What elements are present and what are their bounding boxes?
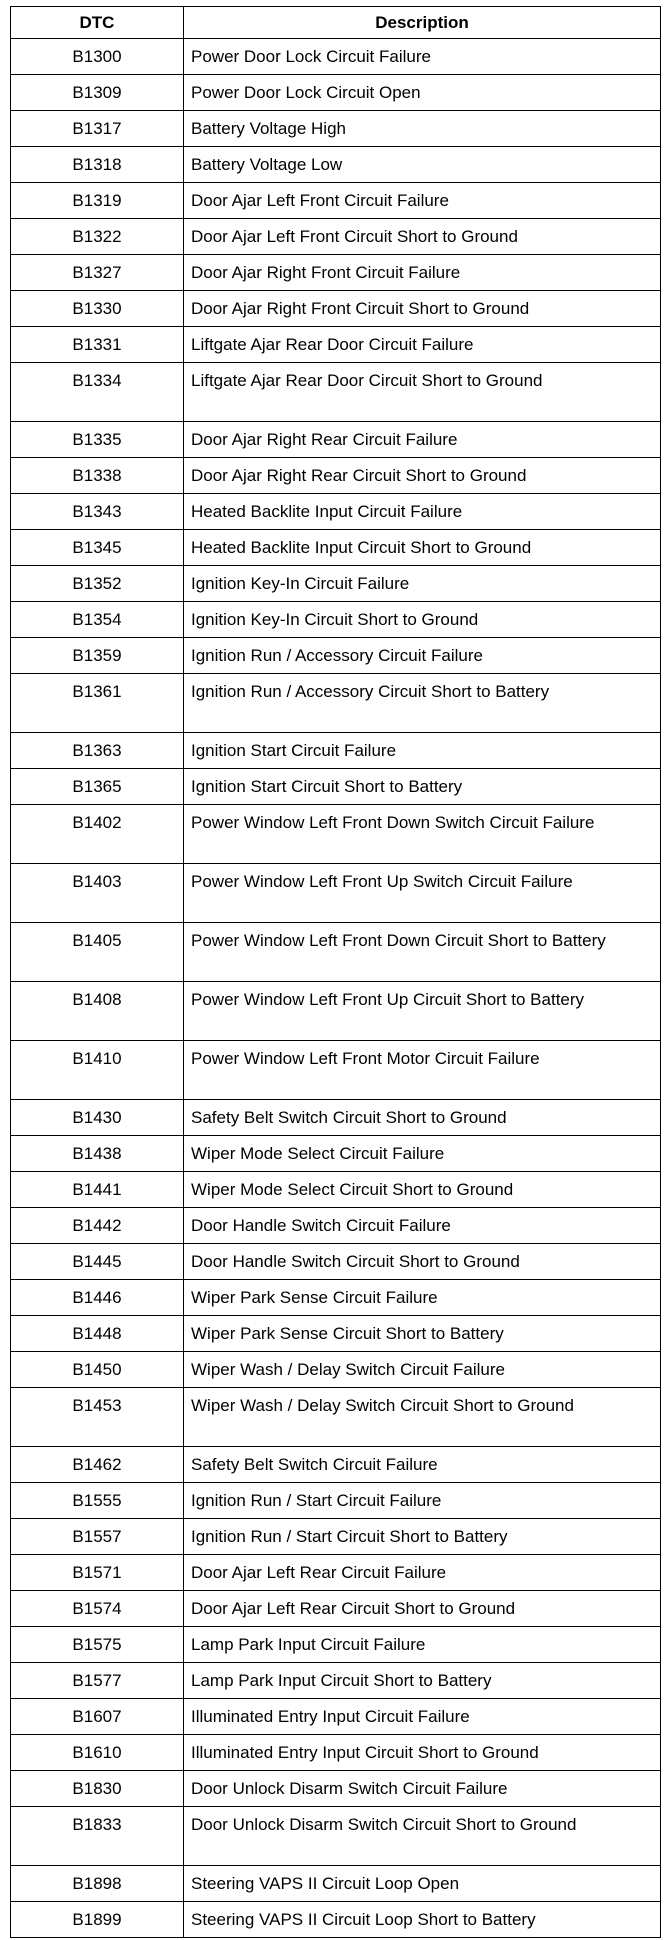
- dtc-description-cell: Door Handle Switch Circuit Short to Ground: [184, 1244, 661, 1280]
- dtc-code-cell: B1402: [11, 805, 184, 864]
- dtc-code-cell: B1363: [11, 733, 184, 769]
- dtc-description-cell: Ignition Run / Accessory Circuit Failure: [184, 638, 661, 674]
- dtc-description-cell: Ignition Start Circuit Failure: [184, 733, 661, 769]
- table-row: [11, 566, 661, 602]
- dtc-description-cell: Door Ajar Right Front Circuit Failure: [184, 255, 661, 291]
- dtc-description-cell: Door Unlock Disarm Switch Circuit Failure: [184, 1771, 661, 1807]
- dtc-code-cell: B1574: [11, 1591, 184, 1627]
- table-row: [11, 183, 661, 219]
- table-row: [11, 1172, 661, 1208]
- dtc-description-cell: Ignition Key-In Circuit Failure: [184, 566, 661, 602]
- dtc-code-cell: B1441: [11, 1172, 184, 1208]
- dtc-code-cell: B1450: [11, 1352, 184, 1388]
- dtc-description-cell: Illuminated Entry Input Circuit Short to Ground: [184, 1735, 661, 1771]
- table-row: [11, 1902, 661, 1938]
- table-row: [11, 363, 661, 422]
- dtc-description-cell: Power Door Lock Circuit Open: [184, 75, 661, 111]
- dtc-table: [10, 6, 661, 1938]
- dtc-description-cell: Power Window Left Front Down Circuit Short to Battery: [184, 923, 661, 982]
- dtc-code-cell: B1322: [11, 219, 184, 255]
- dtc-code-cell: B1442: [11, 1208, 184, 1244]
- table-row: [11, 255, 661, 291]
- table-row: [11, 327, 661, 363]
- dtc-description-cell: Wiper Mode Select Circuit Failure: [184, 1136, 661, 1172]
- dtc-code-cell: B1899: [11, 1902, 184, 1938]
- dtc-description-cell: Door Handle Switch Circuit Failure: [184, 1208, 661, 1244]
- dtc-description-cell: Wiper Wash / Delay Switch Circuit Short to Ground: [184, 1388, 661, 1447]
- dtc-code-cell: B1571: [11, 1555, 184, 1591]
- table-row: [11, 1771, 661, 1807]
- table-row: [11, 982, 661, 1041]
- dtc-description-cell: Power Window Left Front Motor Circuit Failure: [184, 1041, 661, 1100]
- dtc-code-cell: B1365: [11, 769, 184, 805]
- dtc-code-cell: B1898: [11, 1866, 184, 1902]
- table-row: [11, 39, 661, 75]
- table-header-row: [11, 7, 661, 39]
- dtc-code-cell: B1448: [11, 1316, 184, 1352]
- dtc-description-cell: Door Ajar Left Front Circuit Failure: [184, 183, 661, 219]
- dtc-code-cell: B1430: [11, 1100, 184, 1136]
- dtc-description-cell: Door Ajar Left Rear Circuit Short to Ground: [184, 1591, 661, 1627]
- table-row: [11, 1699, 661, 1735]
- table-row: [11, 1447, 661, 1483]
- table-row: [11, 75, 661, 111]
- dtc-code-cell: B1557: [11, 1519, 184, 1555]
- table-row: [11, 219, 661, 255]
- dtc-code-cell: B1361: [11, 674, 184, 733]
- table-row: [11, 1316, 661, 1352]
- table-row: [11, 1866, 661, 1902]
- table-row: [11, 1352, 661, 1388]
- table-row: [11, 147, 661, 183]
- dtc-description-cell: Steering VAPS II Circuit Loop Open: [184, 1866, 661, 1902]
- dtc-description-cell: Door Ajar Left Front Circuit Short to Ground: [184, 219, 661, 255]
- dtc-code-cell: B1359: [11, 638, 184, 674]
- dtc-column-header: DTC: [11, 7, 184, 39]
- dtc-code-cell: B1330: [11, 291, 184, 327]
- dtc-description-cell: Heated Backlite Input Circuit Short to Ground: [184, 530, 661, 566]
- dtc-description-cell: Safety Belt Switch Circuit Short to Ground: [184, 1100, 661, 1136]
- dtc-code-cell: B1352: [11, 566, 184, 602]
- table-row: [11, 530, 661, 566]
- table-row: [11, 422, 661, 458]
- dtc-code-cell: B1345: [11, 530, 184, 566]
- dtc-code-cell: B1462: [11, 1447, 184, 1483]
- dtc-description-cell: Lamp Park Input Circuit Short to Battery: [184, 1663, 661, 1699]
- table-row: [11, 638, 661, 674]
- dtc-code-cell: B1343: [11, 494, 184, 530]
- table-row: [11, 1280, 661, 1316]
- dtc-code-cell: B1833: [11, 1807, 184, 1866]
- description-column-header: Description: [184, 7, 661, 39]
- table-row: [11, 1041, 661, 1100]
- dtc-code-cell: B1403: [11, 864, 184, 923]
- dtc-description-cell: Power Door Lock Circuit Failure: [184, 39, 661, 75]
- table-row: [11, 769, 661, 805]
- dtc-description-cell: Power Window Left Front Up Circuit Short to Battery: [184, 982, 661, 1041]
- dtc-description-cell: Door Ajar Right Rear Circuit Short to Ground: [184, 458, 661, 494]
- dtc-description-cell: Wiper Park Sense Circuit Short to Battery: [184, 1316, 661, 1352]
- dtc-code-cell: B1453: [11, 1388, 184, 1447]
- table-row: [11, 1388, 661, 1447]
- table-row: [11, 864, 661, 923]
- table-row: [11, 494, 661, 530]
- dtc-description-cell: Ignition Run / Accessory Circuit Short to Battery: [184, 674, 661, 733]
- dtc-description-cell: Safety Belt Switch Circuit Failure: [184, 1447, 661, 1483]
- table-row: [11, 291, 661, 327]
- dtc-code-cell: B1607: [11, 1699, 184, 1735]
- dtc-description-cell: Door Ajar Right Rear Circuit Failure: [184, 422, 661, 458]
- dtc-description-cell: Door Ajar Right Front Circuit Short to Ground: [184, 291, 661, 327]
- dtc-description-cell: Wiper Mode Select Circuit Short to Ground: [184, 1172, 661, 1208]
- table-row: [11, 733, 661, 769]
- dtc-code-cell: B1446: [11, 1280, 184, 1316]
- table-row: [11, 674, 661, 733]
- dtc-description-cell: Illuminated Entry Input Circuit Failure: [184, 1699, 661, 1735]
- dtc-code-cell: B1300: [11, 39, 184, 75]
- table-row: [11, 458, 661, 494]
- dtc-code-cell: B1309: [11, 75, 184, 111]
- dtc-description-cell: Wiper Park Sense Circuit Failure: [184, 1280, 661, 1316]
- dtc-code-cell: B1555: [11, 1483, 184, 1519]
- dtc-description-cell: Power Window Left Front Up Switch Circuit Failure: [184, 864, 661, 923]
- dtc-description-cell: Heated Backlite Input Circuit Failure: [184, 494, 661, 530]
- table-row: [11, 1483, 661, 1519]
- dtc-description-cell: Wiper Wash / Delay Switch Circuit Failure: [184, 1352, 661, 1388]
- dtc-description-cell: Door Ajar Left Rear Circuit Failure: [184, 1555, 661, 1591]
- table-row: [11, 1735, 661, 1771]
- table-row: [11, 1807, 661, 1866]
- table-row: [11, 923, 661, 982]
- table-row: [11, 1519, 661, 1555]
- dtc-description-cell: Ignition Run / Start Circuit Short to Battery: [184, 1519, 661, 1555]
- table-row: [11, 1136, 661, 1172]
- dtc-description-cell: Battery Voltage High: [184, 111, 661, 147]
- dtc-code-cell: B1575: [11, 1627, 184, 1663]
- table-row: [11, 1100, 661, 1136]
- dtc-code-cell: B1319: [11, 183, 184, 219]
- dtc-description-cell: Liftgate Ajar Rear Door Circuit Short to Ground: [184, 363, 661, 422]
- table-row: [11, 1208, 661, 1244]
- dtc-code-cell: B1354: [11, 602, 184, 638]
- dtc-code-cell: B1334: [11, 363, 184, 422]
- table-row: [11, 602, 661, 638]
- table-row: [11, 805, 661, 864]
- dtc-code-cell: B1408: [11, 982, 184, 1041]
- dtc-code-cell: B1335: [11, 422, 184, 458]
- table-row: [11, 1663, 661, 1699]
- dtc-description-cell: Power Window Left Front Down Switch Circuit Failure: [184, 805, 661, 864]
- dtc-code-cell: B1405: [11, 923, 184, 982]
- dtc-description-cell: Battery Voltage Low: [184, 147, 661, 183]
- dtc-description-cell: Door Unlock Disarm Switch Circuit Short to Ground: [184, 1807, 661, 1866]
- table-row: [11, 1627, 661, 1663]
- dtc-code-cell: B1577: [11, 1663, 184, 1699]
- dtc-code-cell: B1830: [11, 1771, 184, 1807]
- dtc-description-cell: Ignition Run / Start Circuit Failure: [184, 1483, 661, 1519]
- dtc-code-cell: B1338: [11, 458, 184, 494]
- dtc-code-cell: B1410: [11, 1041, 184, 1100]
- table-row: [11, 1591, 661, 1627]
- dtc-code-cell: B1438: [11, 1136, 184, 1172]
- dtc-code-cell: B1445: [11, 1244, 184, 1280]
- dtc-description-cell: Lamp Park Input Circuit Failure: [184, 1627, 661, 1663]
- dtc-description-cell: Liftgate Ajar Rear Door Circuit Failure: [184, 327, 661, 363]
- table-row: [11, 1244, 661, 1280]
- dtc-code-cell: B1610: [11, 1735, 184, 1771]
- table-row: [11, 1555, 661, 1591]
- dtc-code-cell: B1327: [11, 255, 184, 291]
- dtc-code-cell: B1317: [11, 111, 184, 147]
- dtc-code-cell: B1318: [11, 147, 184, 183]
- dtc-description-cell: Ignition Key-In Circuit Short to Ground: [184, 602, 661, 638]
- dtc-description-cell: Steering VAPS II Circuit Loop Short to Battery: [184, 1902, 661, 1938]
- dtc-description-cell: Ignition Start Circuit Short to Battery: [184, 769, 661, 805]
- dtc-code-cell: B1331: [11, 327, 184, 363]
- table-row: [11, 111, 661, 147]
- dtc-table-body: [11, 39, 661, 1938]
